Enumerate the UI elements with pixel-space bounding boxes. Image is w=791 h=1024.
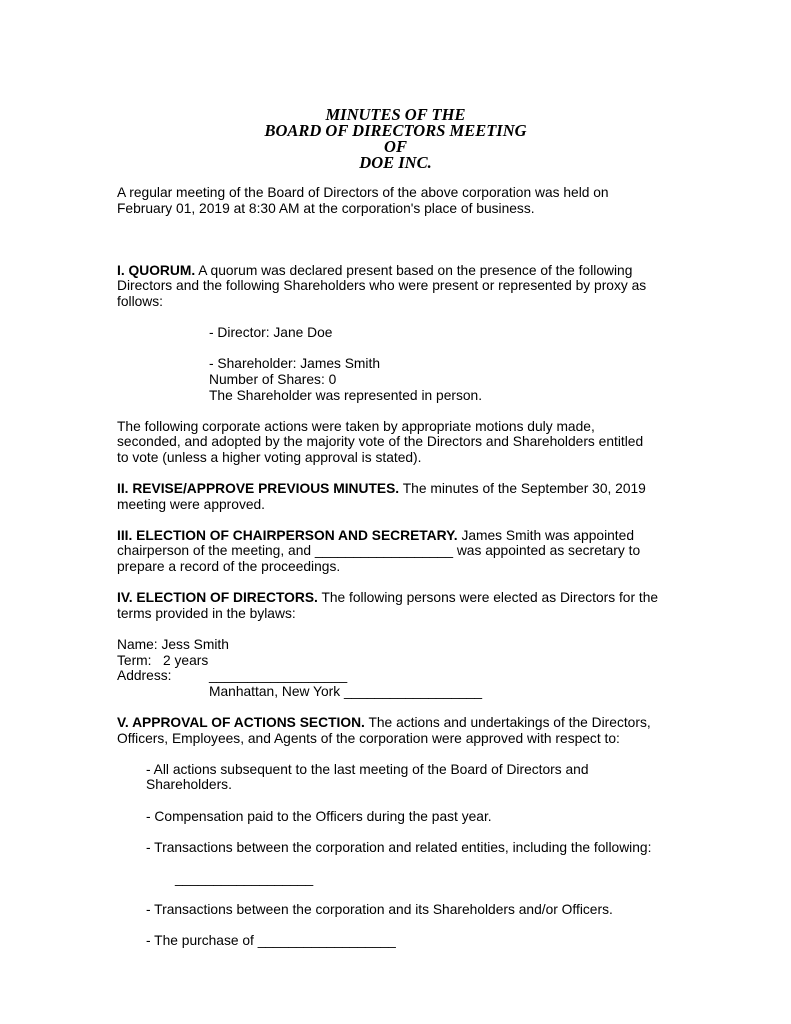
chairperson-line <box>117 528 682 544</box>
approval-item: Shareholders. <box>146 777 232 793</box>
approval-item: - Compensation paid to the Officers during the past year. <box>146 808 492 824</box>
chairperson-line: prepare a record of the proceedings. <box>117 559 341 575</box>
directors-text: The following persons were elected as Directors for the <box>317 590 659 606</box>
directors-heading: IV. ELECTION OF DIRECTORS. <box>117 590 318 606</box>
approval-line: Officers, Employees, and Agents of the corporation were approved with respect to: <box>117 730 620 746</box>
director-address-row <box>117 668 682 684</box>
quorum-line <box>117 263 682 279</box>
director-entry: - Director: Jane Doe <box>209 325 333 341</box>
chairperson-section <box>117 528 682 575</box>
approval-item: - All actions subsequent to the last meeting of the Board of Directors and <box>146 761 589 777</box>
approval-section <box>117 715 682 949</box>
intro-paragraph <box>117 185 682 216</box>
quorum-line: follows: <box>117 293 164 309</box>
title-line-2: BOARD OF DIRECTORS MEETING <box>264 121 527 140</box>
title-line-3: OF <box>384 137 407 156</box>
directors-line <box>117 590 682 606</box>
previous-minutes-text: The minutes of the September 30, 2019 <box>399 481 646 497</box>
directors-line: terms provided in the bylaws: <box>117 605 296 621</box>
director-name: Name: Jess Smith <box>117 637 229 653</box>
approval-line <box>117 715 682 731</box>
title-line-4: DOE INC. <box>359 153 432 172</box>
chairperson-heading: III. ELECTION OF CHAIRPERSON AND SECRETARY. <box>117 527 458 543</box>
shares-entry: Number of Shares: 0 <box>209 371 337 387</box>
previous-minutes-heading: II. REVISE/APPROVE PREVIOUS MINUTES. <box>117 481 400 497</box>
approval-item-blank: __________________ <box>175 870 314 886</box>
previous-minutes-section <box>117 481 682 512</box>
document-title <box>0 107 791 171</box>
previous-minutes-line <box>117 481 682 497</box>
address-label: Address: <box>117 668 172 684</box>
quorum-heading: I. QUORUM. <box>117 262 196 278</box>
approval-item: - The purchase of __________________ <box>146 933 396 949</box>
quorum-line: Directors and the following Shareholders who were present or represented by proxy as <box>117 278 647 294</box>
approval-text: The actions and undertakings of the Directors, <box>364 715 651 730</box>
chairperson-line: chairperson of the meeting, and __________________ was appointed as secretary to <box>117 543 641 559</box>
actions-intro-line: seconded, and adopted by the majority vote of the Directors and Shareholders entitled <box>117 434 644 450</box>
intro-line: A regular meeting of the Board of Directors of the above corporation was held on <box>117 185 609 200</box>
intro-line: February 01, 2019 at 8:30 AM at the corporation's place of business. <box>117 200 535 216</box>
director-term: Term: 2 years <box>117 652 209 668</box>
approval-item: - Transactions between the corporation and related entities, including the following: <box>146 839 652 855</box>
actions-intro-paragraph <box>117 419 682 466</box>
quorum-section <box>117 263 682 403</box>
address-city: Manhattan, New York __________________ <box>209 683 483 699</box>
approval-heading: V. APPROVAL OF ACTIONS SECTION. <box>117 715 365 730</box>
title-line-1: MINUTES OF THE <box>325 105 466 124</box>
chairperson-text: James Smith was appointed <box>457 527 634 543</box>
representation-entry: The Shareholder was represented in person. <box>209 387 483 403</box>
actions-intro-line: The following corporate actions were taken by appropriate motions duly made, <box>117 418 595 434</box>
quorum-text: A quorum was declared present based on the presence of the following <box>195 262 633 278</box>
actions-intro-line: to vote (unless a higher voting approval is stated). <box>117 449 422 465</box>
document-body <box>117 185 682 949</box>
directors-section <box>117 590 682 699</box>
previous-minutes-line: meeting were approved. <box>117 496 266 512</box>
address-blank: __________________ <box>209 668 348 684</box>
approval-item: - Transactions between the corporation and its Shareholders and/or Officers. <box>146 902 613 918</box>
shareholder-entry: - Shareholder: James Smith <box>209 356 380 372</box>
